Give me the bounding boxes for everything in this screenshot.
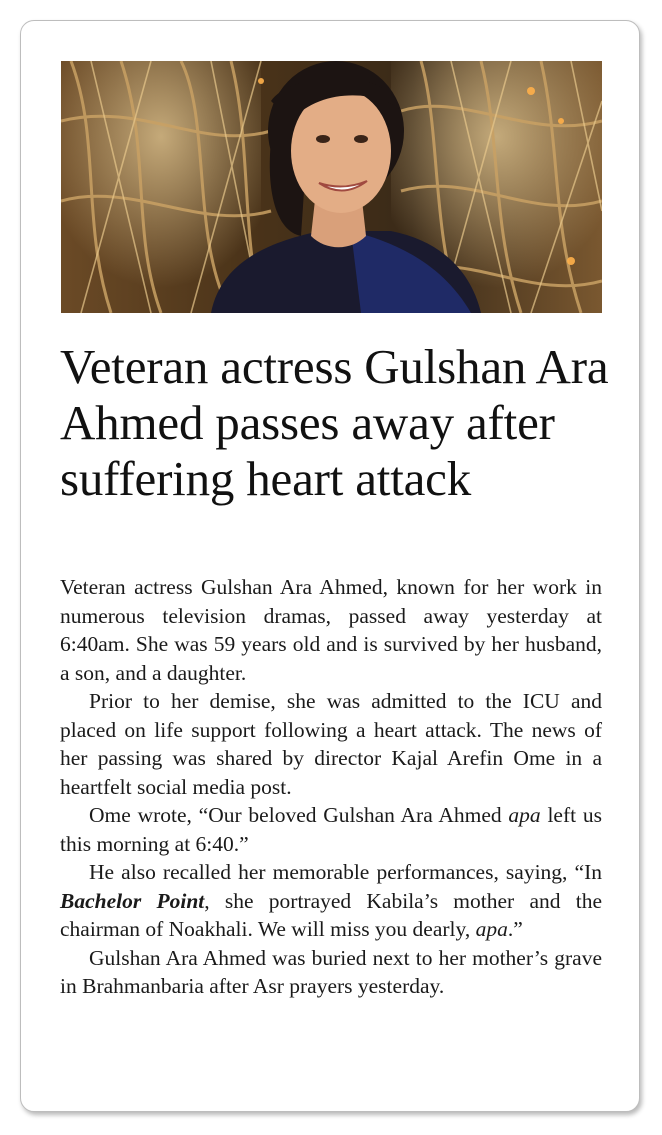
article-body	[60, 573, 602, 1001]
paragraph-4	[60, 858, 602, 944]
paragraph-1: Veteran actress Gulshan Ara Ahmed, known for her work in numerous television dramas, passed away yesterday at 6:40am. She was 59 years old and is survived by her husband, a son, and a daughter.	[60, 575, 602, 685]
paragraph-5: Gulshan Ara Ahmed was buried next to her mother’s grave in Brahmanbaria after Asr prayers yesterday.	[60, 945, 602, 998]
show-title: Bachelor Point	[60, 888, 205, 913]
paragraph-2: Prior to her demise, she was admitted to the ICU and placed on life support following a heart attack. The news of her passing was shared by director Kajal Arefin Ome in a heartfelt social media post.	[60, 689, 602, 799]
paragraph-3-text: Ome wrote, “Our beloved Gulshan Ara Ahmed	[89, 803, 509, 827]
headline: Veteran actress Gulshan Ara Ahmed passes away after suffering heart attack	[60, 339, 609, 506]
paragraph-3	[60, 801, 602, 858]
article-photo	[61, 61, 602, 313]
paragraph-4-italic: apa	[475, 917, 508, 941]
paragraph-4-text-end: .”	[507, 917, 523, 941]
paragraph-3-italic: apa	[508, 803, 541, 827]
paragraph-3-text-end: left us this morning at 6:40.”	[60, 803, 602, 856]
paragraph-4-text-middle: , she portrayed Kabila’s mother and the chairman of Noakhali. We will miss you dearly,	[60, 888, 602, 941]
paragraph-4-text: He also recalled her memorable performances, saying, “In	[89, 860, 602, 884]
